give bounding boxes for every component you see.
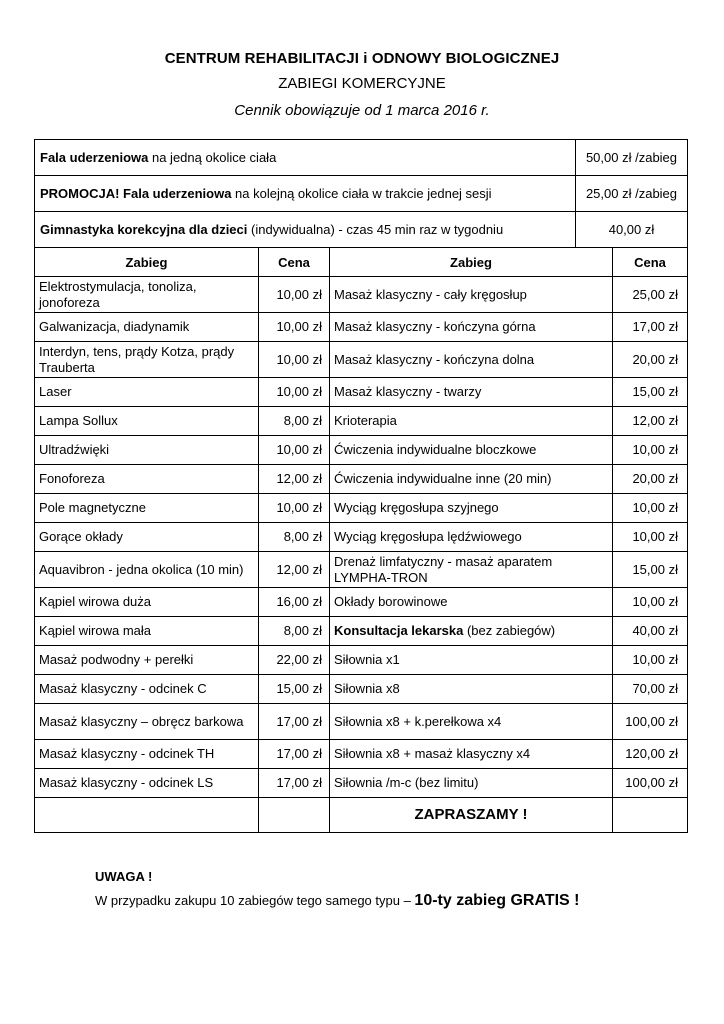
treatment-price: 10,00 zł [613, 588, 688, 617]
treatment-price: 8,00 zł [259, 523, 330, 552]
treatment-name: Aquavibron - jedna okolica (10 min) [35, 552, 259, 588]
treatment-name [330, 588, 613, 617]
promo-price: 25,00 zł /zabieg [576, 176, 688, 212]
treatment-price: 100,00 zł [613, 769, 688, 798]
treatment-name [330, 675, 613, 704]
treatment-price: 17,00 zł [259, 704, 330, 740]
notice-title: UWAGA ! [95, 869, 153, 884]
table-row [35, 646, 688, 675]
table-row [35, 277, 688, 313]
treatment-price: 8,00 zł [259, 617, 330, 646]
promo-row [35, 140, 688, 176]
treatment-name: Lampa Sollux [35, 407, 259, 436]
treatment-price: 12,00 zł [613, 407, 688, 436]
treatment-name [330, 740, 613, 769]
price-table-body [35, 277, 688, 798]
treatment-name [330, 523, 613, 552]
table-row [35, 407, 688, 436]
treatment-name-text: Siłownia x8 [334, 681, 400, 696]
treatment-name-text: Siłownia x8 + masaż klasyczny x4 [334, 746, 531, 761]
promo-name: PROMOCJA! Fala uderzeniowa [40, 185, 232, 201]
treatment-name-text: Wyciąg kręgosłupa szyjnego [334, 500, 499, 515]
promo-detail: na jedną okolice ciała [148, 149, 277, 165]
table-row [35, 675, 688, 704]
treatment-name-text: Siłownia x1 [334, 652, 400, 667]
page-subtitle: ZABIEGI KOMERCYJNE [278, 75, 446, 92]
table-row [35, 704, 688, 740]
treatment-name-text: (bez zabiegów) [463, 623, 556, 638]
treatment-name: Fonoforeza [35, 465, 259, 494]
treatment-name: Gorące okłady [35, 523, 259, 552]
table-row [35, 494, 688, 523]
treatment-price: 8,00 zł [259, 407, 330, 436]
treatment-name [330, 704, 613, 740]
treatment-name [330, 378, 613, 407]
validity-date: Cennik obowiązuje od 1 marca 2016 r. [234, 102, 490, 119]
treatment-price: 10,00 zł [259, 494, 330, 523]
treatment-name: Kąpiel wirowa mała [35, 617, 259, 646]
treatment-price: 70,00 zł [613, 675, 688, 704]
treatment-name [330, 342, 613, 378]
treatment-name-text: Masaż klasyczny - twarzy [334, 384, 482, 399]
treatment-name: Masaż klasyczny – obręcz barkowa [35, 704, 259, 740]
treatment-name [330, 313, 613, 342]
treatment-price: 20,00 zł [613, 465, 688, 494]
treatment-name-text: Masaż klasyczny - kończyna dolna [334, 351, 535, 367]
notice-highlight: 10-ty zabieg GRATIS ! [414, 892, 580, 909]
treatment-name-text: Masaż klasyczny - kończyna górna [334, 319, 536, 334]
col-header-cena-left: Cena [259, 248, 330, 277]
treatment-name [330, 494, 613, 523]
treatment-name-text: Siłownia x8 + k.perełkowa x4 [334, 713, 502, 729]
treatment-name-text: Krioterapia [334, 413, 397, 428]
table-row [35, 617, 688, 646]
treatment-price: 12,00 zł [259, 552, 330, 588]
promo-table-body [35, 140, 688, 248]
treatment-name: Elektrostymulacja, tonoliza, jonoforeza [35, 277, 259, 313]
promo-row [35, 176, 688, 212]
treatment-name-bold: Konsultacja lekarska [334, 623, 464, 638]
empty-cell [613, 798, 688, 833]
table-row [35, 378, 688, 407]
treatment-price: 10,00 zł [259, 277, 330, 313]
col-header-cena-right: Cena [613, 248, 688, 277]
treatment-name [330, 769, 613, 798]
treatment-name: Masaż klasyczny - odcinek C [35, 675, 259, 704]
treatment-price: 25,00 zł [613, 277, 688, 313]
promo-name: Fala uderzeniowa [40, 149, 149, 165]
empty-cell [35, 798, 259, 833]
treatment-name: Ultradźwięki [35, 436, 259, 465]
table-row [35, 552, 688, 588]
table-row [35, 436, 688, 465]
treatment-name-text: Ćwiczenia indywidualne inne (20 min) [334, 471, 552, 486]
notice [95, 868, 579, 911]
promo-detail: na kolejną okolice ciała w trakcie jednej sesji [231, 185, 492, 201]
treatment-name: Masaż klasyczny - odcinek LS [35, 769, 259, 798]
table-row [35, 342, 688, 378]
treatment-name: Galwanizacja, diadynamik [35, 313, 259, 342]
treatment-name: Masaż podwodny + perełki [35, 646, 259, 675]
treatment-price: 120,00 zł [613, 740, 688, 769]
treatment-price: 22,00 zł [259, 646, 330, 675]
treatment-price: 100,00 zł [613, 704, 688, 740]
treatment-name [330, 407, 613, 436]
table-footer-row [35, 798, 688, 833]
promo-price: 50,00 zł /zabieg [576, 140, 688, 176]
treatment-name-text: Wyciąg kręgosłupa lędźwiowego [334, 529, 522, 544]
table-row [35, 523, 688, 552]
treatment-name-text: Ćwiczenia indywidualne bloczkowe [334, 442, 537, 457]
promo-table [34, 139, 688, 248]
treatment-name-text: Drenaż limfatyczny - masaż aparatem LYMPHA-TRON [334, 553, 553, 585]
treatment-name [330, 552, 613, 588]
treatment-name [330, 465, 613, 494]
treatment-price: 10,00 zł [613, 436, 688, 465]
treatment-price: 10,00 zł [259, 378, 330, 407]
treatment-name-text: Okłady borowinowe [334, 594, 448, 609]
treatment-price: 15,00 zł [613, 378, 688, 407]
treatment-name [330, 646, 613, 675]
table-row [35, 588, 688, 617]
col-header-zabieg-right: Zabieg [330, 248, 613, 277]
document-header [0, 48, 724, 122]
price-table [34, 247, 688, 833]
table-row [35, 465, 688, 494]
col-header-zabieg-left: Zabieg [35, 248, 259, 277]
treatment-price: 17,00 zł [259, 769, 330, 798]
treatment-name [330, 617, 613, 646]
promo-description [35, 212, 576, 248]
treatment-price: 17,00 zł [259, 740, 330, 769]
invite-text: ZAPRASZAMY ! [330, 798, 613, 833]
treatment-price: 15,00 zł [259, 675, 330, 704]
table-row [35, 769, 688, 798]
treatment-name: Interdyn, tens, prądy Kotza, prądy Trauberta [35, 342, 259, 378]
treatment-name [330, 436, 613, 465]
treatment-price: 15,00 zł [613, 552, 688, 588]
treatment-name: Laser [35, 378, 259, 407]
treatment-price: 20,00 zł [613, 342, 688, 378]
treatment-name: Masaż klasyczny - odcinek TH [35, 740, 259, 769]
promo-name: Gimnastyka korekcyjna dla dzieci [40, 221, 248, 237]
promo-description [35, 140, 576, 176]
treatment-name: Pole magnetyczne [35, 494, 259, 523]
promo-description [35, 176, 576, 212]
table-row [35, 313, 688, 342]
page-title: CENTRUM REHABILITACJI i ODNOWY BIOLOGICZNEJ [164, 50, 560, 67]
treatment-name [330, 277, 613, 313]
price-table-header [35, 248, 688, 277]
treatment-price: 17,00 zł [613, 313, 688, 342]
notice-text [95, 891, 579, 911]
treatment-price: 10,00 zł [259, 436, 330, 465]
promo-price: 40,00 zł [576, 212, 688, 248]
treatment-name-text: Masaż klasyczny - cały kręgosłup [334, 286, 527, 302]
treatment-price: 16,00 zł [259, 588, 330, 617]
treatment-price: 10,00 zł [613, 523, 688, 552]
treatment-price: 12,00 zł [259, 465, 330, 494]
treatment-name-text: Siłownia /m-c (bez limitu) [334, 775, 479, 790]
treatment-price: 10,00 zł [259, 342, 330, 378]
empty-cell [259, 798, 330, 833]
table-row [35, 740, 688, 769]
notice-body: W przypadku zakupu 10 zabiegów tego samego typu – [95, 893, 415, 908]
treatment-name: Kąpiel wirowa duża [35, 588, 259, 617]
treatment-price: 10,00 zł [613, 494, 688, 523]
promo-detail: (indywidualna) - czas 45 min raz w tygodniu [247, 221, 504, 237]
treatment-price: 40,00 zł [613, 617, 688, 646]
treatment-price: 10,00 zł [613, 646, 688, 675]
treatment-price: 10,00 zł [259, 313, 330, 342]
promo-row [35, 212, 688, 248]
